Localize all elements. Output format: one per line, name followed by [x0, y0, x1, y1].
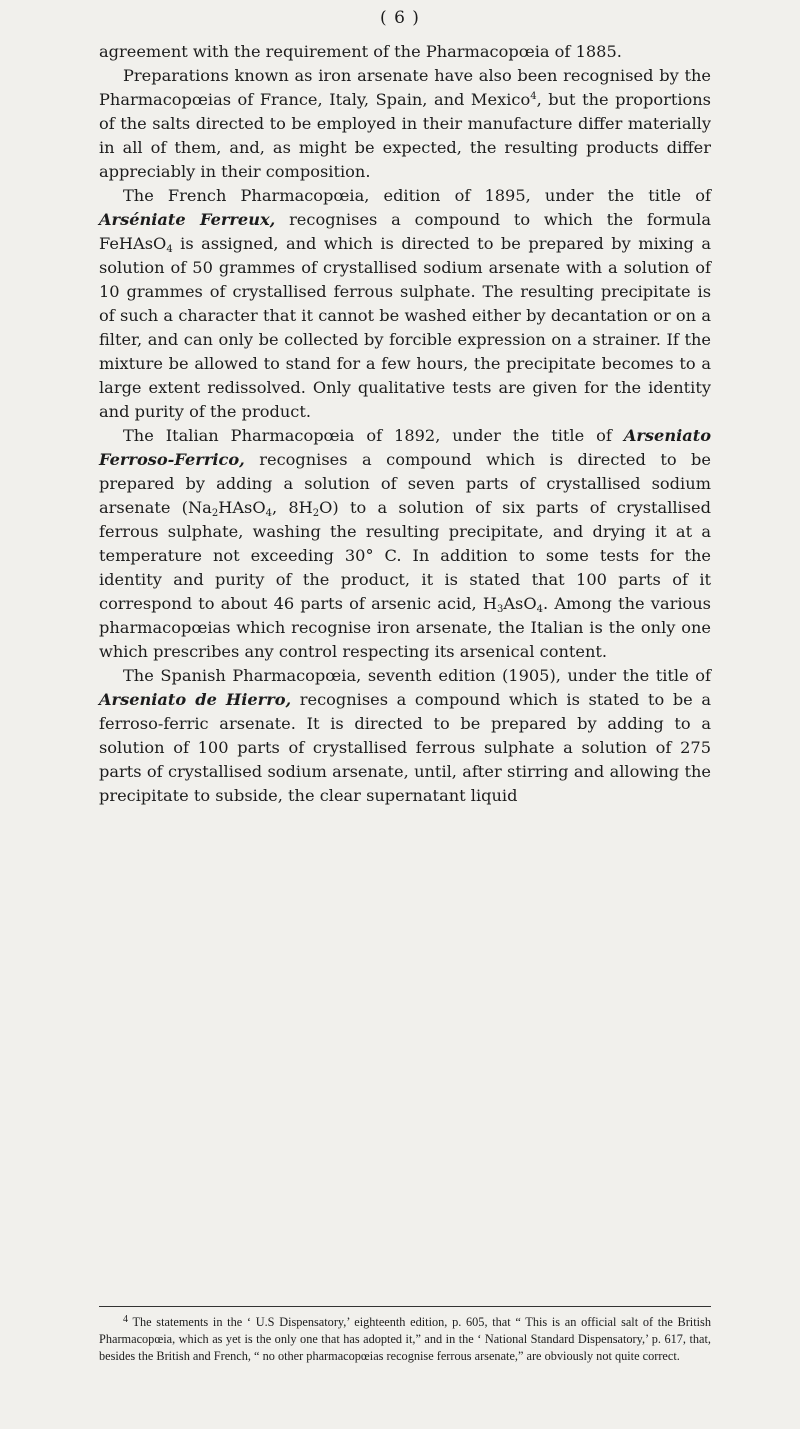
paragraph-5	[99, 664, 711, 808]
paragraph-4-text-b: recognises a compound which is directed to be prepared by adding a solution of seven parts of crystallised sodium arsenate (Na	[99, 450, 711, 517]
paragraph-2-text-b: , but the proportions of the salts directed to be employed in their manufacture differ materially in all of them, and, as might be expected, the resulting products differ appreciably in their composition.	[99, 90, 711, 181]
paragraph-1-text: agreement with the requirement of the Pharmacopœia of 1885.	[99, 42, 622, 61]
paragraph-3-text-b: recognises a compound to which the formula FeHAsO	[99, 210, 711, 253]
french-title: Arséniate Ferreux,	[99, 210, 276, 229]
paragraph-5-text-a: The Spanish Pharmacopœia, seventh edition (1905), under the title of	[123, 666, 711, 685]
subscript: 4	[536, 604, 543, 615]
paragraph-1	[99, 40, 711, 64]
paragraph-4-text-c: HAsO	[218, 498, 266, 517]
footnote-divider	[99, 1306, 711, 1307]
paragraph-3-text-c: is assigned, and which is directed to be prepared by mixing a solution of 50 grammes of crystallised sodium arsenate with a solution of 10 grammes of crystallised ferrous sulphate. The resulting precipitate is of such a character that it cannot be washed either by decantation or on a filter, and can only be collected by forcible expression on a strainer. If the mixture be allowed to stand for a few hours, the precipitate becomes to a large extent redissolved. Only qualitative tests are given for the identity and purity of the product.	[99, 234, 711, 421]
subscript: 2	[211, 508, 219, 519]
paragraph-4-text-f: AsO	[503, 594, 537, 613]
spanish-title: Arseniato de Hierro,	[99, 690, 292, 709]
paragraph-2	[99, 64, 711, 184]
paragraph-2-text-a: Preparations known as iron arsenate have also been recognised by the Pharmacopœias of France, Italy, Spain, and Mexico	[99, 66, 711, 109]
italian-title: Arseniato Ferroso-Ferrico,	[99, 426, 711, 469]
subscript: 4	[166, 244, 173, 255]
page-number: ( 6 )	[380, 8, 420, 28]
footnote-text: The statements in the ‘ U.S Dispensatory,’ eighteenth edition, p. 605, that “ This is an official salt of the British Pharmacopœia, which as yet is the only one that has adopted it,” and in the ‘ National Standard Dispensatory,’ p. 617, that, besides the British and French, “ no other pharmacopœias recognise ferrous arsenate,” are obviously not quite correct.	[99, 1315, 711, 1363]
paragraph-4	[99, 424, 711, 664]
paragraph-3-text-a: The French Pharmacopœia, edition of 1895, under the title of	[123, 186, 711, 205]
footnote-mark: 4	[123, 1314, 128, 1325]
paragraph-5-text-b: recognises a compound which is stated to be a ferroso-ferric arsenate. It is directed to be prepared by adding to a solution of 100 parts of crystallised ferrous sulphate a solution of 275 parts of crystallised sodium arsenate, until, after stirring and allowing the precipitate to subside, the clear supernatant liquid	[99, 690, 711, 805]
paragraph-4-text-g: . Among the various pharmacopœias which recognise iron arsenate, the Italian is the only one which prescribes any control respecting its arsenical content.	[99, 594, 711, 661]
paragraph-4-text-a: The Italian Pharmacopœia of 1892, under the title of	[123, 426, 624, 445]
footnote-reference: 4	[530, 91, 537, 102]
footnote	[99, 1314, 711, 1365]
subscript: 4	[265, 508, 272, 519]
paragraph-3	[99, 184, 711, 424]
body-text	[99, 40, 711, 808]
paragraph-4-text-e: O) to a solution of six parts of crystallised ferrous sulphate, washing the resulting precipitate, and drying it at a temperature not exceeding 30° C. In addition to some tests for the identity and purity of the product, it is stated that 100 parts of it correspond to about 46 parts of arsenic acid, H	[99, 498, 711, 613]
paragraph-4-text-d: , 8H	[271, 498, 313, 517]
subscript: 2	[312, 508, 320, 519]
subscript: 3	[496, 604, 504, 615]
